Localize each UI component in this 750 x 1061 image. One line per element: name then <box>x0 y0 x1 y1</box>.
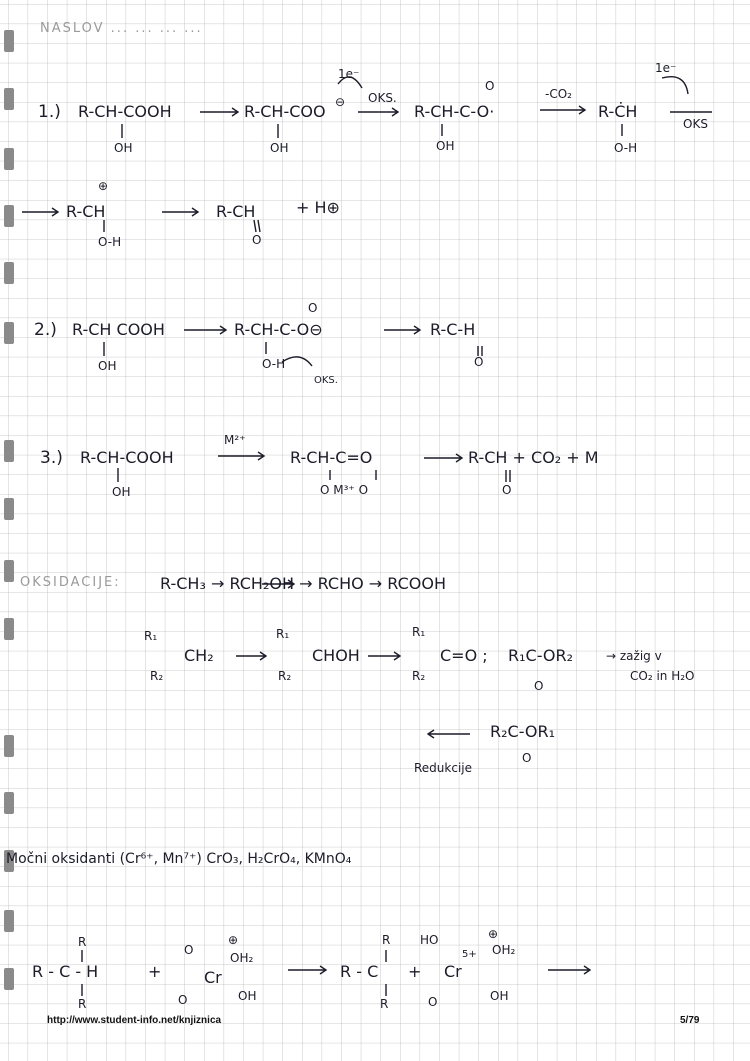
footer-link[interactable]: http://www.student-info.net/knjiznica <box>47 1015 222 1026</box>
cr-bot-oh: OH <box>238 989 257 1003</box>
last-left-r-bot: R <box>78 997 87 1011</box>
sec-a-ch2: CH₂ <box>184 646 214 665</box>
sec-b-r2: R₂ <box>278 669 292 683</box>
last-plus: + <box>148 962 162 981</box>
reaction1-anion-charge: ⊖ <box>335 95 346 109</box>
sec-c-ketone: C=O ; <box>440 646 488 665</box>
reaction3-complex: R-CH-C=O <box>290 448 373 467</box>
cr-bot-o: O <box>178 993 188 1007</box>
last-left: R - C - H <box>32 962 99 981</box>
reaction2-anion: R-CH-C-O⊖ <box>234 320 323 339</box>
reaction1-label: 1.) <box>38 102 61 122</box>
last-left-r-top: R <box>78 935 87 949</box>
mid-left: R - C <box>340 962 379 981</box>
reaction1-cation-oh: O-H <box>98 235 122 249</box>
reaction3-products: R-CH + CO₂ + M <box>468 448 599 467</box>
cr-charge: ⊕ <box>228 933 239 947</box>
reverse-ester-o: O <box>522 751 532 765</box>
reaction2-anion-oh: O-H <box>262 357 286 371</box>
reaction1-radical-oh: OH <box>436 139 455 153</box>
cr2-ho: HO <box>420 933 439 947</box>
reaction1-cation-charge: ⊕ <box>98 179 109 193</box>
reaction2-reactant-oh: OH <box>98 359 117 373</box>
sec-a-r1: R₁ <box>144 629 158 643</box>
reaction1-radical: R-CH-C-O· <box>414 102 495 121</box>
reaction1-electron2: 1e⁻ <box>655 61 677 75</box>
mid-r-top: R <box>382 933 391 947</box>
reaction3-product-o: O <box>502 483 512 497</box>
reaction1-alkyl-oh: O-H <box>614 141 638 155</box>
reaction3-reactant-oh: OH <box>112 485 131 499</box>
reverse-ester: R₂C-OR₁ <box>490 722 556 741</box>
reaction3-reactant: R-CH-COOH <box>80 448 174 467</box>
reaction3-catalyst: M²⁺ <box>224 433 246 447</box>
page-number: 5/79 <box>680 1015 700 1026</box>
cr-center: Cr <box>204 968 222 987</box>
oxidation-chain: R-CH₃ → RCH₂OH → RCHO → RCOOH <box>160 574 446 593</box>
reaction3-label: 3.) <box>40 448 63 468</box>
oxidation-label: OKSIDACIJE: <box>20 575 121 590</box>
reaction1-co2: -CO₂ <box>545 87 572 101</box>
reaction1-electron: 1e⁻ <box>338 67 360 81</box>
reaction1-alkyl-radical: R-ĊH <box>598 102 638 121</box>
cr2-oh2: OH₂ <box>492 943 516 957</box>
cr2-charge: ⊕ <box>488 927 499 941</box>
reaction1-cation: R-CH <box>66 202 106 221</box>
reaction1-reactant: R-CH-COOH <box>78 102 172 121</box>
ester-o: O <box>534 679 544 693</box>
reaction2-reactant: R-CH COOH <box>72 320 165 339</box>
reaction1-aldehyde: R-CH <box>216 202 256 221</box>
cr2-ox-state: 5+ <box>462 949 477 960</box>
sec-b-choh: CHOH <box>312 646 360 665</box>
reaction1-proton: + H⊕ <box>296 198 340 217</box>
strong-oxidants: Močni oksidanti (Cr⁶⁺, Mn⁷⁺) CrO₃, H₂CrO₄, KMnO₄ <box>6 851 352 867</box>
reaction1-aldehyde-o: O <box>252 233 262 247</box>
mid-r-bot: R <box>380 997 389 1011</box>
sec-a-r2: R₂ <box>150 669 164 683</box>
reaction2-oks: OKS. <box>314 375 338 386</box>
cr2-center: Cr <box>444 962 462 981</box>
combustion: → zažig v <box>606 649 662 663</box>
reaction2-label: 2.) <box>34 320 57 340</box>
reaction1-anion-oh: OH <box>270 141 289 155</box>
reaction1-radical-o: O <box>485 79 495 93</box>
sec-c-r1: R₁ <box>412 625 426 639</box>
cr2-bot-o: O <box>428 995 438 1009</box>
reaction1-oks2: OKS <box>683 117 708 131</box>
reaction2-aldehyde-o: O <box>474 355 484 369</box>
reaction1-reactant-oh: OH <box>114 141 133 155</box>
mid-plus: + <box>408 962 422 981</box>
reaction3-complex-metal: O M³⁺ O <box>320 483 369 497</box>
reaction1-anion: R-CH-COO <box>244 102 326 121</box>
reduction-label: Redukcije <box>414 761 473 775</box>
combustion-products: CO₂ in H₂O <box>630 669 695 683</box>
binder-holes <box>0 0 20 1061</box>
ester: R₁C-OR₂ <box>508 646 574 665</box>
reaction1-oks: OKS. <box>368 91 397 105</box>
reaction2-anion-o: O <box>308 301 318 315</box>
cr2-bot-oh: OH <box>490 989 509 1003</box>
faint-header: NASLOV ... ... ... ... <box>40 21 203 36</box>
cr-oh2: OH₂ <box>230 951 254 965</box>
reaction2-aldehyde: R-C-H <box>430 320 476 339</box>
sec-c-r2: R₂ <box>412 669 426 683</box>
cr-o-top: O <box>184 943 194 957</box>
sec-b-r1: R₁ <box>276 627 290 641</box>
